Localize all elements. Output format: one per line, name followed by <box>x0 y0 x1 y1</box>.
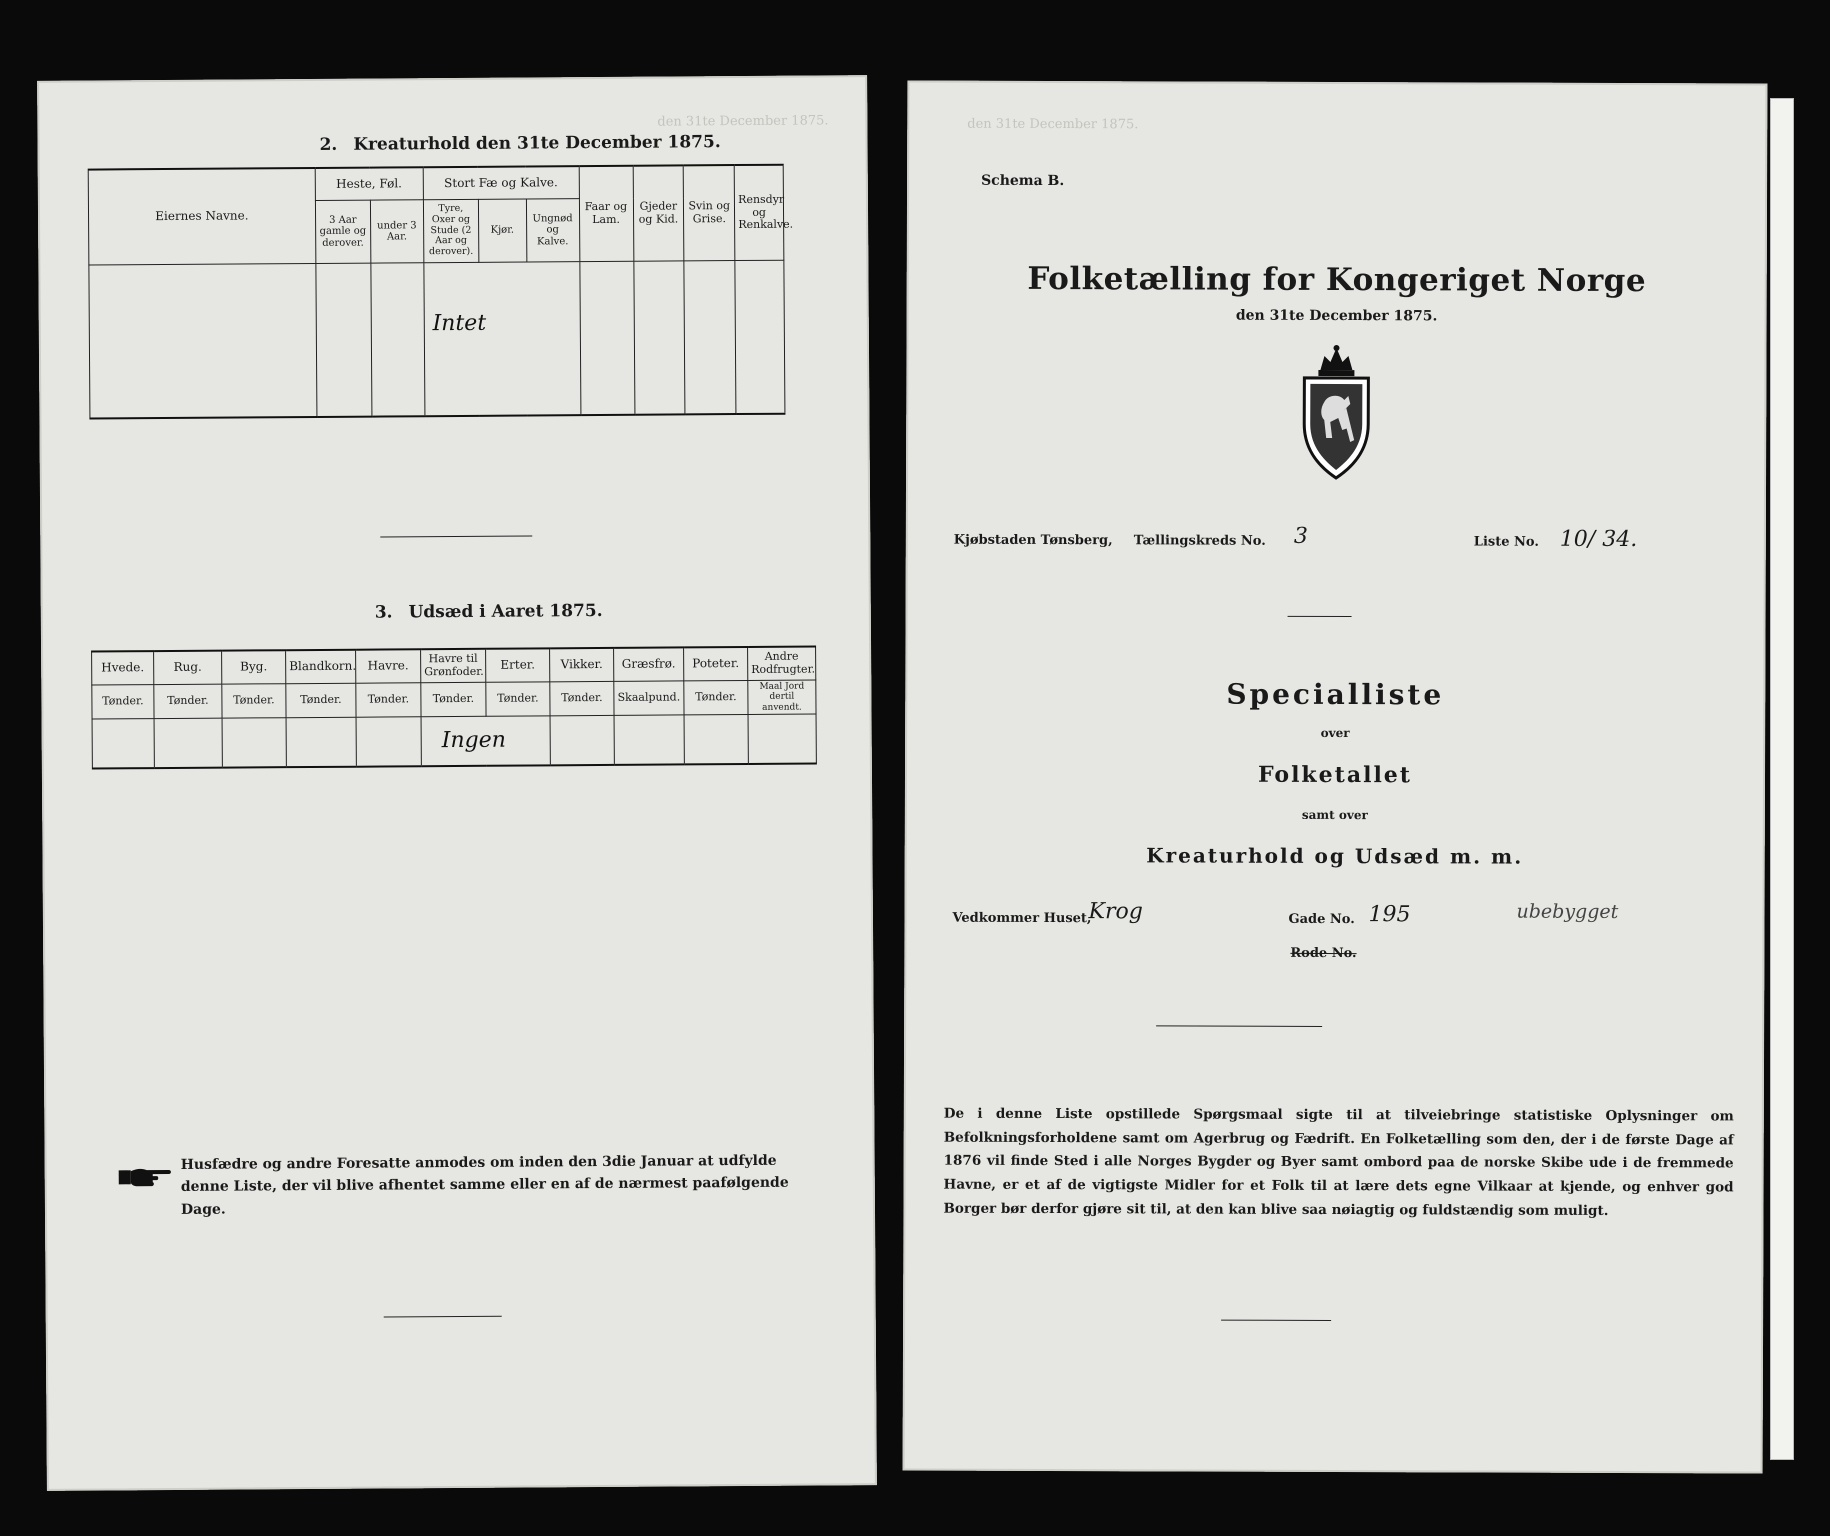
livestock-title: Kreaturhold den 31te December 1875. <box>353 132 721 155</box>
bottom-rule <box>1221 1320 1331 1321</box>
seed-table <box>91 645 817 769</box>
town-label: Kjøbstaden Tønsberg, <box>953 532 1113 549</box>
goats-header: Gjeder og Kid. <box>633 165 685 261</box>
potatoes-header: Poteter. <box>684 647 748 681</box>
livestock-table <box>88 164 794 420</box>
goats-cell <box>633 261 685 415</box>
livestock-number: 2. <box>319 134 338 155</box>
barley-cell <box>222 718 286 768</box>
peas-header: Erter. <box>486 648 550 682</box>
reindeer-cell <box>735 260 785 414</box>
mixed-grain-unit: Tønder. <box>286 683 356 718</box>
street-value: 195 <box>1368 902 1411 928</box>
peas-unit: Tønder. <box>486 682 550 716</box>
horses-3yr-header: 3 Aar gamle og derover. <box>315 200 371 263</box>
seed-number: 3. <box>374 602 393 623</box>
page-edge <box>1770 98 1794 1460</box>
livestock-entry: Intet <box>432 310 487 337</box>
sheep-header: Faar og Lam. <box>579 166 634 262</box>
oats-header: Havre. <box>356 649 421 683</box>
section-divider <box>380 535 532 537</box>
vetch-cell <box>550 715 614 765</box>
street-label: Gade No. <box>1288 911 1355 928</box>
right-page <box>903 81 1768 1474</box>
census-title: Folketælling for Kongeriget Norge <box>1027 260 1647 300</box>
kreaturhold-heading: Kreaturhold og Udsæd m. m. <box>1146 843 1524 869</box>
root-crops-cell <box>748 714 816 764</box>
samt-over-text: samt over <box>1301 807 1368 823</box>
wheat-cell <box>92 719 154 769</box>
reindeer-header: Rensdyr og Renkalve. <box>734 165 783 261</box>
street-note: ubebygget <box>1516 900 1619 923</box>
oats-unit: Tønder. <box>356 683 421 717</box>
rye-header: Rug. <box>154 651 222 685</box>
pigs-header: Svin og Grise. <box>684 165 736 261</box>
bleed-through-text: den 31te December 1875. <box>967 116 1139 133</box>
grass-seed-unit: Skaalpund. <box>614 681 684 716</box>
district-value: 3 <box>1293 523 1308 549</box>
left-page <box>37 75 877 1491</box>
livestock-heading <box>319 132 720 155</box>
district-label: Tællingskreds No. <box>1133 533 1266 549</box>
over-text: over <box>1320 725 1350 741</box>
sheep-cell <box>579 261 634 415</box>
barley-unit: Tønder. <box>222 684 286 718</box>
seed-heading <box>375 601 603 623</box>
root-crops-header: Andre Rodfrugter. <box>748 646 816 680</box>
specialliste-heading: Specialliste <box>1226 677 1445 712</box>
barley-header: Byg. <box>222 650 286 684</box>
folketallet-heading: Folketallet <box>1257 761 1413 789</box>
horses-group-header: Heste, Føl. <box>315 167 423 200</box>
horses-under3-cell <box>371 263 425 417</box>
lower-divider <box>1156 1025 1322 1027</box>
house-label: Vedkommer Huset, <box>952 910 1092 927</box>
seed-entry-cell <box>421 716 550 766</box>
owner-cell <box>89 263 317 418</box>
wheat-unit: Tønder. <box>92 685 154 719</box>
instruction-notice: Husfædre og andre Foresatte anmodes om inden den 3die Januar at udfylde denne Liste, der vil blive afhentet samme eller en af de nærmest paafølgende Dage. <box>180 1152 789 1218</box>
cattle-cell <box>424 262 581 417</box>
grass-seed-header: Græsfrø. <box>614 647 684 681</box>
title-divider <box>1288 616 1352 617</box>
census-date: den 31te December 1875. <box>1235 307 1438 325</box>
pointing-hand-icon <box>117 1162 173 1190</box>
cows-header: Kjør. <box>478 199 526 262</box>
bottom-rule <box>384 1316 502 1318</box>
owner-name-header: Eiernes Navne. <box>88 168 315 265</box>
cattle-group-header: Stort Fæ og Kalve. <box>423 166 579 200</box>
bulls-header: Tyre, Oxer og Stude (2 Aar og derover). <box>423 199 479 262</box>
list-value: 10/ 34. <box>1559 526 1638 553</box>
oats-cell <box>356 717 421 767</box>
mixed-grain-header: Blandkorn. <box>286 650 356 684</box>
potatoes-cell <box>684 714 748 764</box>
green-oats-unit: Tønder. <box>421 682 486 716</box>
rode-label: Rode No. <box>1290 945 1357 962</box>
rye-cell <box>154 718 222 768</box>
horses-3yr-cell <box>316 263 372 417</box>
house-value: Krog <box>1088 899 1143 925</box>
calves-header: Ungnød og Kalve. <box>526 199 579 262</box>
vetch-unit: Tønder. <box>550 681 614 715</box>
census-purpose-paragraph: De i denne Liste opstillede Spørgsmaal sigte til at tilveiebringe statistiske Oplysninger om Befolkningsforholdene samt om Agerbrug og Fædrift. En Folketælling som den, der i de første Dage af 1876 vil finde Sted i alle Norges Bygder og Byer samt ombord paa de norske Skibe ude i de fremmede Havne, er et af de vigtigste Midler for et Folk til at lære dets egne Vilkaar at kjende, og enhver god Borger bør derfor gjøre sit til, at den kan blive saa nøiagtig og fuldstændig som muligt. <box>943 1105 1734 1219</box>
pigs-cell <box>684 261 736 415</box>
schema-label: Schema B. <box>981 172 1065 190</box>
potatoes-unit: Tønder. <box>684 680 748 714</box>
seed-entry: Ingen <box>441 728 506 754</box>
vetch-header: Vikker. <box>550 648 614 682</box>
root-crops-unit: Maal Jord dertil anvendt. <box>748 680 816 715</box>
list-label: Liste No. <box>1473 534 1539 550</box>
green-oats-header: Havre til Grønfoder. <box>421 649 486 683</box>
wheat-header: Hvede. <box>92 651 154 685</box>
mixed-grain-cell <box>286 717 356 767</box>
rye-unit: Tønder. <box>154 684 222 719</box>
seed-title: Udsæd i Aaret 1875. <box>408 600 603 623</box>
grass-seed-cell <box>614 715 684 765</box>
horses-under3-header: under 3 Aar. <box>370 200 423 263</box>
norway-coat-of-arms-icon <box>1296 344 1376 484</box>
bleed-through-text: den 31te December 1875. <box>657 113 829 130</box>
